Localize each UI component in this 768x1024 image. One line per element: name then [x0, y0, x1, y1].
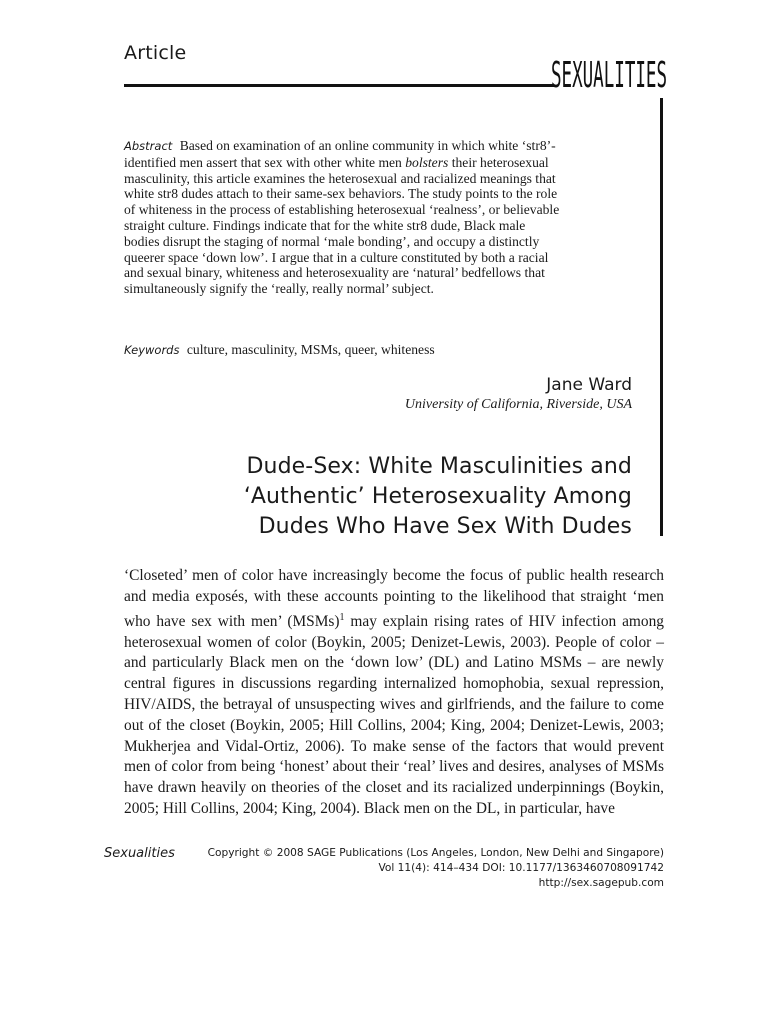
body-paragraph: [124, 566, 664, 820]
author-affiliation: University of California, Riverside, USA: [404, 397, 632, 412]
footnote-ref[interactable]: 1: [339, 611, 345, 623]
footer-journal-name: Sexualities: [104, 846, 175, 861]
abstract-text-2: their heterosexual masculinity, this article examines the heterosexual and racialized meanings that white str8 dudes attach to their same-sex behaviors. The study points to the role of whiteness in the process of establishing heterosexual ‘realness’, or believable straight culture. Findings indicate that for the white str8 dude, Black male bodies disrupt the staging of normal ‘male bonding’, and occupy a distinctly queerer space ‘down low’. I argue that in a culture constituted by both a racial and sexual binary, whiteness and heterosexuality are ‘natural’ bedfellows that simultaneously signify the ‘really, really normal’ subject.: [124, 154, 560, 297]
title-line-3: Dudes Who Have Sex With Dudes: [258, 514, 632, 539]
abstract-label: Abstract: [124, 139, 173, 153]
article-title: [152, 452, 632, 542]
abstract-emphasis: bolsters: [405, 154, 449, 170]
keywords: [124, 342, 564, 358]
author-name: Jane Ward: [546, 375, 632, 395]
footer-url[interactable]: http://sex.sagepub.com: [538, 877, 664, 889]
keywords-label: Keywords: [124, 343, 180, 357]
keywords-text: culture, masculinity, MSMs, queer, whiteness: [186, 342, 435, 357]
journal-logo-text: SEXUALITIES: [551, 53, 667, 96]
body-text-1: ‘Closeted’ men of color have increasingly become the focus of public health research and media exposés, with these accounts pointing to the likelihood that straight ‘men who have sex with men’ (MSMs): [124, 567, 664, 630]
footer-volume: Vol 11(4): 414–434 DOI: 10.1177/1363460708091742: [378, 862, 664, 874]
title-line-1: Dude-Sex: White Masculinities and: [246, 454, 632, 479]
section-label: Article: [124, 42, 187, 64]
footer: [104, 846, 664, 891]
title-line-2: ‘Authentic’ Heterosexuality Among: [243, 484, 632, 509]
header-rule: [124, 84, 554, 87]
vertical-rule: [660, 98, 663, 536]
abstract: [124, 138, 564, 297]
footer-copyright: Copyright © 2008 SAGE Publications (Los Angeles, London, New Delhi and Singapore): [207, 847, 664, 859]
abstract-text-1: Based on examination of an online community in which white ‘str8’-identified men assert that sex with other white men: [124, 138, 556, 170]
body-text-2: may explain rising rates of HIV infection among heterosexual women of color (Boykin, 2005; Denizet-Lewis, 2003). People of color – and particularly Black men on the ‘down low’ (DL) and Latino MSMs – are newly central figures in discussions regarding internalized homophobia, sexual repression, HIV/AIDS, the betrayal of unsuspecting wives and girlfriends, and the failure to come out of the closet (Boykin, 2005; Hill Collins, 2004; King, 2004; Denizet-Lewis, 2003; Mukherjea and Vidal-Ortiz, 2006). To make sense of the factors that would prevent men of color from being ‘honest’ about their ‘real’ lives and desires, analyses of MSMs have drawn heavily on theories of the closet and its racialized underpinnings (Boykin, 2005; Hill Collins, 2004; King, 2004). Black men on the DL, in particular, have: [124, 612, 664, 817]
journal-logo: [551, 52, 669, 98]
